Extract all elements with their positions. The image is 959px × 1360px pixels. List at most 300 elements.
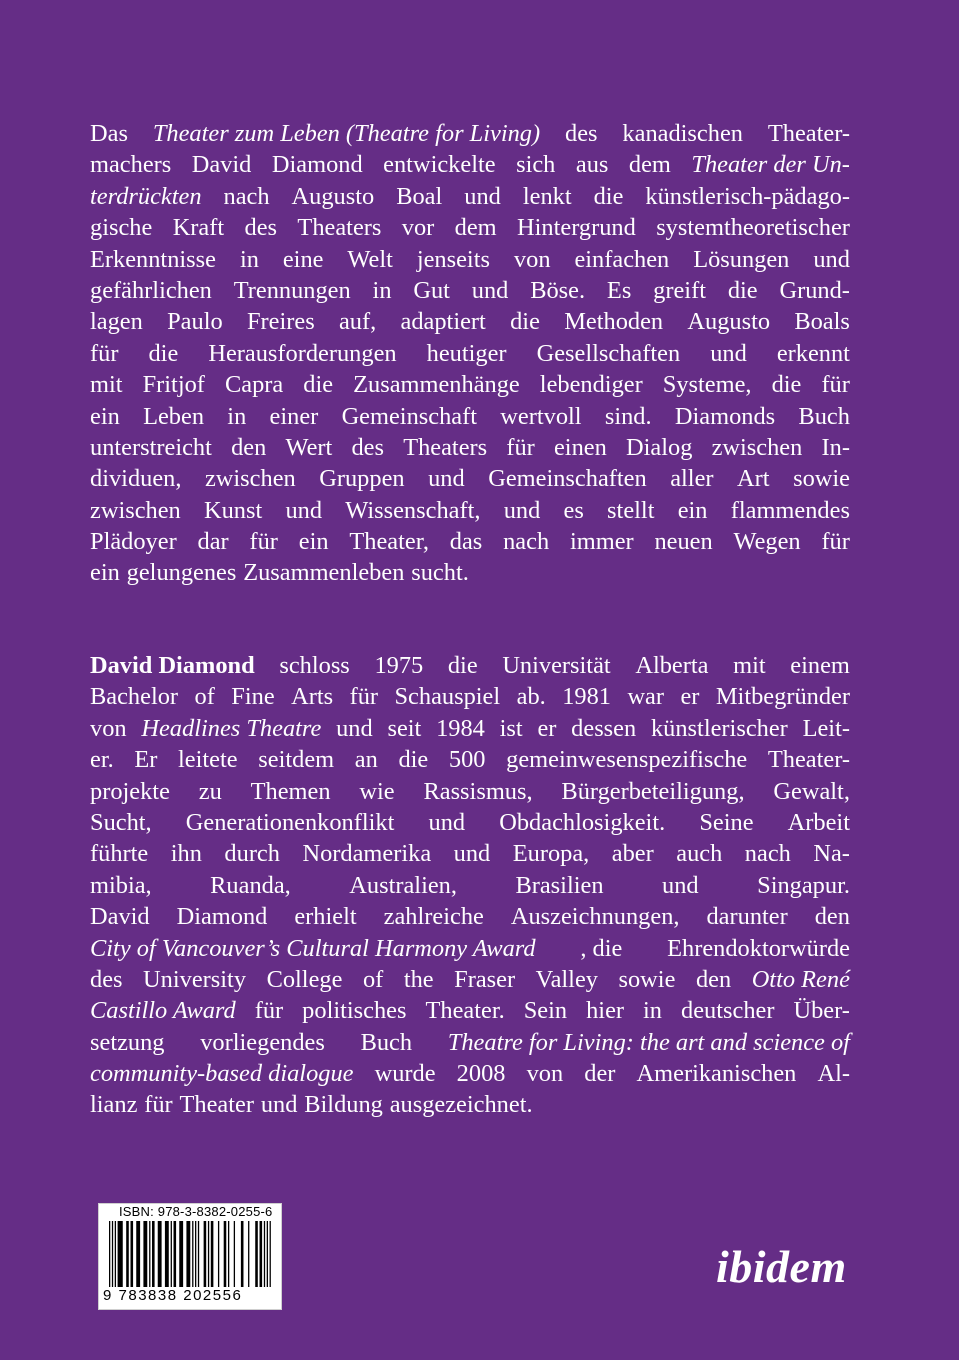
barcode-bar xyxy=(118,1221,123,1287)
text-word: sich xyxy=(516,151,556,179)
text-word: und xyxy=(453,840,491,868)
text-word: dem xyxy=(454,214,497,242)
text-word: Kunst xyxy=(203,496,263,524)
text-word: der xyxy=(584,1060,616,1088)
text-word: setzung xyxy=(90,1028,165,1056)
text-word: Arts xyxy=(291,683,334,711)
text-word: terdrückten xyxy=(90,182,202,210)
text-word: auf, xyxy=(338,308,377,336)
text-word: lianz xyxy=(90,1091,138,1119)
text-word: lebendiger xyxy=(539,371,643,399)
text-word: Diamond xyxy=(271,151,363,179)
text-word: wie xyxy=(359,777,395,805)
text-word: 500 xyxy=(448,746,486,774)
text-word: ausgezeichnet. xyxy=(389,1091,533,1119)
text-word: projekte xyxy=(90,777,170,805)
text-word: Mitbegründer xyxy=(715,683,850,711)
text-word: Augusto xyxy=(291,182,375,210)
barcode-icon xyxy=(109,1221,271,1287)
text-word: Na- xyxy=(813,840,850,868)
text-word: gefährlichen xyxy=(90,276,212,304)
text-word: Herausforderungen xyxy=(208,339,397,367)
text-word: aber xyxy=(611,840,654,868)
text-word: the xyxy=(403,965,434,993)
text-word: Sucht, xyxy=(90,808,152,836)
text-word: Art xyxy=(737,465,770,493)
text-word: Nordamerika xyxy=(302,840,432,868)
text-word: Plädoyer xyxy=(90,528,177,556)
text-word: immer xyxy=(569,528,634,556)
text-word: flammendes xyxy=(730,496,850,524)
barcode-bar xyxy=(131,1221,134,1287)
text-word: Diamond xyxy=(176,903,268,931)
barcode-bar xyxy=(224,1221,227,1287)
text-word: zu xyxy=(198,777,222,805)
barcode-bar xyxy=(192,1221,193,1287)
text-word: ein xyxy=(677,496,708,524)
publisher-logo: ibidem xyxy=(716,1241,847,1292)
text-word: Er xyxy=(134,746,158,774)
text-word: sowie xyxy=(618,965,676,993)
barcode-bar xyxy=(171,1221,172,1287)
text-word: er xyxy=(680,683,700,711)
barcode-bar xyxy=(234,1221,235,1287)
text-line xyxy=(90,838,850,869)
text-line xyxy=(90,681,850,712)
text-word: lenkt xyxy=(522,182,572,210)
text-word: Theater- xyxy=(767,746,850,774)
text-word: das xyxy=(449,528,483,556)
text-word: die xyxy=(727,276,758,304)
text-word: sucht. xyxy=(411,559,469,587)
text-word: Boals xyxy=(794,308,850,336)
barcode-bar xyxy=(112,1221,113,1287)
text-word: war xyxy=(627,683,664,711)
text-word: aller xyxy=(670,465,714,493)
text-word: eine xyxy=(282,245,324,273)
text-line xyxy=(90,212,850,243)
text-word: Sein xyxy=(523,997,568,1025)
text-word: Arbeit xyxy=(787,808,850,836)
text-word: einen xyxy=(553,433,607,461)
barcode-bar xyxy=(115,1221,116,1287)
text-word: Gesellschaften xyxy=(536,339,681,367)
text-word: des xyxy=(565,120,598,147)
text-word: Otto René xyxy=(751,965,850,993)
barcode-bar xyxy=(179,1221,183,1287)
text-word: die xyxy=(303,371,334,399)
text-word: Buch xyxy=(360,1028,413,1056)
text-line xyxy=(90,1058,850,1089)
barcode-bar xyxy=(126,1221,129,1287)
barcode-bar xyxy=(186,1221,190,1287)
text-word: Fine xyxy=(231,683,275,711)
text-word: mit xyxy=(90,371,123,399)
text-line xyxy=(90,244,850,275)
text-word: führte xyxy=(90,840,149,868)
text-line xyxy=(90,933,850,964)
text-word: Themen xyxy=(250,777,331,805)
text-word: für xyxy=(144,1091,173,1119)
text-word: Australien, xyxy=(349,871,457,899)
text-word: zwischen xyxy=(711,433,803,461)
text-word: sind. xyxy=(604,402,652,430)
text-word: für xyxy=(506,433,535,461)
text-word: und xyxy=(336,714,373,742)
text-word: Theater, xyxy=(349,528,429,556)
text-word: dividuen, xyxy=(90,465,182,493)
text-line xyxy=(90,557,850,588)
text-word: Bachelor xyxy=(90,683,179,711)
text-word: die xyxy=(148,339,179,367)
text-word: Theaters xyxy=(403,433,488,461)
text-line xyxy=(90,463,850,494)
text-word: in xyxy=(643,997,663,1025)
text-word: sowie xyxy=(793,465,850,493)
text-line xyxy=(90,713,850,744)
text-word: Europa, xyxy=(512,840,590,868)
barcode-bar xyxy=(109,1221,110,1287)
text-word: auch xyxy=(676,840,723,868)
text-word: David xyxy=(90,903,150,931)
text-line xyxy=(90,901,850,932)
text-line xyxy=(90,495,850,526)
text-word: für xyxy=(254,997,284,1025)
text-word: es xyxy=(563,496,584,524)
text-word: gelungenes xyxy=(126,559,237,587)
text-word: mit xyxy=(733,652,766,679)
text-word: für xyxy=(249,528,278,556)
barcode-bar xyxy=(158,1221,162,1287)
barcode-bar xyxy=(136,1221,140,1287)
text-word: Ruanda, xyxy=(210,871,291,899)
text-word: Kraft xyxy=(172,214,225,242)
text-word: , die xyxy=(580,934,623,962)
text-word: stellt xyxy=(607,496,655,524)
text-word: und xyxy=(464,182,501,210)
text-line xyxy=(90,306,850,337)
text-word: Theater zum Leben (Theatre for Living) xyxy=(152,120,541,147)
text-line xyxy=(90,118,850,149)
text-word: entwickelte xyxy=(383,151,496,179)
text-word: University xyxy=(143,965,247,993)
text-word: Hintergrund xyxy=(517,214,636,242)
text-word: neuen xyxy=(654,528,713,556)
text-word: die xyxy=(771,371,802,399)
text-word: ihn xyxy=(170,840,202,868)
barcode-bar xyxy=(174,1221,177,1287)
text-word: unterstreicht xyxy=(90,433,212,461)
text-word: Trennungen xyxy=(233,276,351,304)
barcode-bar xyxy=(260,1221,263,1287)
text-word: für xyxy=(821,371,850,399)
text-word: künstlerischer xyxy=(650,714,788,742)
text-word: zwischen xyxy=(90,496,181,524)
text-word: Gruppen xyxy=(319,465,405,493)
text-word: Es xyxy=(606,276,632,304)
text-word: Rassismus, xyxy=(423,777,533,805)
text-word: Dialog xyxy=(626,433,693,461)
barcode-bar xyxy=(255,1221,258,1287)
text-word: nach xyxy=(744,840,791,868)
text-word: zwischen xyxy=(204,465,296,493)
text-line xyxy=(90,776,850,807)
text-word: Welt xyxy=(347,245,393,273)
text-word: Fritjof xyxy=(142,371,205,399)
text-line xyxy=(90,275,850,306)
text-word: Capra xyxy=(224,371,284,399)
text-word: für xyxy=(349,683,379,711)
text-word: Gemeinschaften xyxy=(488,465,647,493)
description-paragraph xyxy=(90,118,850,589)
text-word: of xyxy=(194,683,215,711)
text-word: Über- xyxy=(793,997,850,1025)
text-word: er xyxy=(537,714,557,742)
barcode-bar xyxy=(195,1221,196,1287)
text-word: nach xyxy=(223,182,270,210)
text-word: Amerikanischen xyxy=(636,1060,797,1088)
text-word: David Diamond xyxy=(90,652,255,679)
text-line xyxy=(90,995,850,1026)
text-word: 1981 xyxy=(562,683,611,711)
text-word: und xyxy=(428,808,466,836)
text-word: jenseits xyxy=(416,245,490,273)
text-word: ein xyxy=(298,528,329,556)
text-word: den xyxy=(695,965,732,993)
text-word: künstlerisch-pädago- xyxy=(645,182,850,210)
isbn-label: ISBN: 978-3-8382-0255-6 xyxy=(119,1204,273,1219)
text-word: aus xyxy=(575,151,609,179)
text-word: College xyxy=(266,965,343,993)
text-word: erkennt xyxy=(776,339,850,367)
barcode-bar xyxy=(270,1221,271,1287)
text-word: Bildung xyxy=(304,1091,383,1119)
text-word: Wert xyxy=(285,433,333,461)
text-word: kanadischen xyxy=(622,120,743,147)
text-word: Theater der Un- xyxy=(691,151,850,179)
text-word: Alberta xyxy=(635,652,709,679)
text-line xyxy=(90,401,850,432)
text-line xyxy=(90,432,850,463)
text-word: und xyxy=(662,871,699,899)
text-word: Valley xyxy=(535,965,598,993)
text-word: Gut xyxy=(413,276,450,304)
text-word: Generationenkonflikt xyxy=(185,808,395,836)
text-line xyxy=(90,807,850,838)
text-word: mibia, xyxy=(90,871,152,899)
text-word: 1984 xyxy=(436,714,485,742)
text-line xyxy=(90,526,850,557)
text-word: In- xyxy=(821,433,850,461)
text-word: of xyxy=(362,965,384,993)
text-word: von xyxy=(526,1060,564,1088)
text-word: Theater- xyxy=(767,120,850,147)
text-word: Lösungen xyxy=(693,245,790,273)
text-word: und xyxy=(503,496,541,524)
text-word: greift xyxy=(653,276,706,304)
text-word: Wegen xyxy=(733,528,801,556)
barcode-bar xyxy=(143,1221,147,1287)
text-word: des xyxy=(244,214,278,242)
text-word: Erkenntnisse xyxy=(90,245,216,273)
text-word: Fraser xyxy=(454,965,516,993)
text-line xyxy=(90,964,850,995)
text-word: darunter xyxy=(706,903,788,931)
text-word: für xyxy=(90,339,119,367)
text-word: dessen xyxy=(571,714,637,742)
text-word: Bürgerbeteiligung, xyxy=(561,777,745,805)
text-word: City of Vancouver’s Cultural Harmony Award xyxy=(90,934,536,962)
text-word: wurde xyxy=(374,1060,436,1088)
text-word: Gewalt, xyxy=(773,777,850,805)
text-line xyxy=(90,1027,850,1058)
text-word: dem xyxy=(628,151,671,179)
text-word: die xyxy=(447,652,478,679)
text-word: und xyxy=(471,276,509,304)
text-word: Schauspiel xyxy=(394,683,501,711)
text-word: vorliegendes xyxy=(200,1028,325,1056)
text-word: machers xyxy=(90,151,172,179)
text-word: Zusammenhänge xyxy=(353,371,520,399)
text-word: seitdem xyxy=(258,746,335,774)
text-word: einfachen xyxy=(574,245,670,273)
text-word: des xyxy=(90,965,123,993)
barcode-bar xyxy=(241,1221,244,1287)
text-word: heutiger xyxy=(426,339,507,367)
barcode-bar xyxy=(198,1221,199,1287)
barcode-bar xyxy=(248,1221,249,1287)
text-word: systemtheoretischer xyxy=(656,214,850,242)
text-word: gische xyxy=(90,214,153,242)
text-word: Theatre for Living: the art and science of xyxy=(447,1028,850,1056)
text-word: Theater xyxy=(179,1091,254,1119)
text-word: die xyxy=(593,182,624,210)
text-word: wertvoll xyxy=(500,402,582,430)
text-word: Grund- xyxy=(779,276,850,304)
text-word: schloss xyxy=(279,652,350,679)
text-word: Headlines Theatre xyxy=(141,714,322,742)
text-word: Leit- xyxy=(802,714,850,742)
text-word: für xyxy=(821,528,850,556)
text-word: Al- xyxy=(817,1060,850,1088)
author-bio-paragraph xyxy=(90,650,850,1121)
text-word: lagen xyxy=(90,308,143,336)
text-word: den xyxy=(814,903,850,931)
text-word: deutscher xyxy=(681,997,775,1025)
text-word: Universität xyxy=(502,652,611,679)
text-word: hier xyxy=(586,997,625,1025)
text-word: adaptiert xyxy=(400,308,486,336)
text-word: Castillo Award xyxy=(90,997,236,1025)
text-word: Systeme, xyxy=(662,371,752,399)
text-word: Paulo xyxy=(167,308,223,336)
text-word: durch xyxy=(224,840,280,868)
text-word: Diamonds xyxy=(674,402,776,430)
text-line xyxy=(90,870,850,901)
text-word: von xyxy=(90,714,127,742)
text-word: und xyxy=(813,245,850,273)
text-word: Freires xyxy=(246,308,315,336)
text-word: in xyxy=(227,402,247,430)
text-word: Ehrendoktorwürde xyxy=(667,934,850,962)
text-word: in xyxy=(372,276,392,304)
text-word: ein xyxy=(90,559,120,587)
text-word: ein xyxy=(90,402,120,430)
text-word: gemeinwesenspezifische xyxy=(506,746,748,774)
text-line xyxy=(90,181,850,212)
text-word: nach xyxy=(503,528,550,556)
text-word: Wissenschaft, xyxy=(345,496,481,524)
text-word: an xyxy=(354,746,378,774)
text-word: ist xyxy=(499,714,523,742)
text-word: David xyxy=(191,151,252,179)
text-word: Zusammenleben xyxy=(243,559,405,587)
text-word: Augusto xyxy=(687,308,771,336)
text-word: vor xyxy=(401,214,435,242)
barcode-bar xyxy=(267,1221,268,1287)
text-line xyxy=(90,650,850,681)
text-word: Theater. xyxy=(425,997,505,1025)
text-word: von xyxy=(513,245,551,273)
text-word: zahlreiche xyxy=(383,903,484,931)
text-word: Böse. xyxy=(530,276,586,304)
text-word: er. xyxy=(90,746,114,774)
text-word: politisches xyxy=(302,997,407,1025)
text-line xyxy=(90,338,850,369)
barcode-bar xyxy=(165,1221,169,1287)
text-word: 1975 xyxy=(374,652,424,679)
text-word: dar xyxy=(197,528,229,556)
text-word: Leben xyxy=(143,402,205,430)
text-word: Seine xyxy=(699,808,754,836)
barcode-bar xyxy=(152,1221,155,1287)
text-word: die xyxy=(510,308,540,336)
text-word: in xyxy=(239,245,259,273)
text-word: und xyxy=(260,1091,298,1119)
text-line xyxy=(90,369,850,400)
text-word: Theaters xyxy=(297,214,382,242)
text-word: und xyxy=(285,496,323,524)
text-word: Das xyxy=(90,120,128,147)
barcode-bar xyxy=(211,1221,214,1287)
text-word: und xyxy=(428,465,465,493)
text-line xyxy=(90,744,850,775)
barcode-bar xyxy=(204,1221,207,1287)
text-word: Buch xyxy=(798,402,850,430)
text-word: und xyxy=(710,339,747,367)
barcode-bar xyxy=(264,1221,265,1287)
barcode-bar xyxy=(228,1221,229,1287)
text-word: Brasilien xyxy=(515,871,604,899)
text-word: Singapur. xyxy=(757,871,850,899)
barcode-bar xyxy=(218,1221,219,1287)
text-line xyxy=(90,149,850,180)
text-word: Auszeichnungen, xyxy=(510,903,680,931)
text-word: Boal xyxy=(396,182,443,210)
text-word: Gemeinschaft xyxy=(341,402,478,430)
barcode-digits: 9 783838 202556 xyxy=(103,1287,243,1304)
text-word: erhielt xyxy=(294,903,357,931)
isbn-barcode xyxy=(98,1203,282,1310)
barcode-bar xyxy=(208,1221,209,1287)
text-word: den xyxy=(231,433,267,461)
text-word: des xyxy=(351,433,384,461)
text-word: community-based dialogue xyxy=(90,1060,354,1088)
text-word: Methoden xyxy=(564,308,664,336)
text-line xyxy=(90,1089,850,1120)
text-word: 2008 xyxy=(456,1060,506,1088)
text-word: die xyxy=(398,746,429,774)
